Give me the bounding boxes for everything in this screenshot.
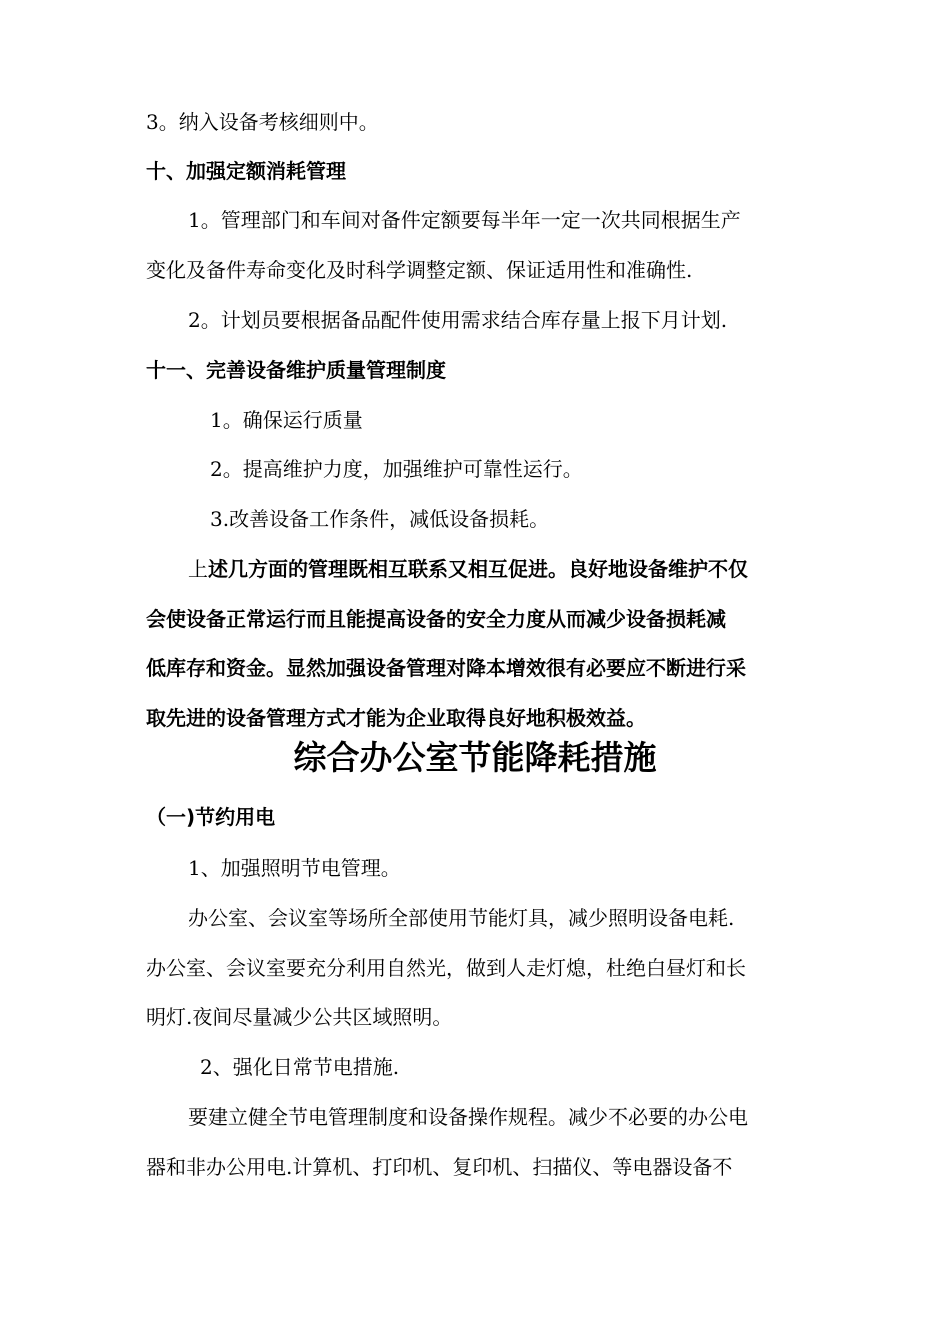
summary-line1-rest: 述几方面的管理既相互联系又相互促进。良好地设备维护不仅 — [208, 557, 748, 581]
summary-first-char: 上 — [188, 557, 208, 581]
page-title: 综合办公室节能降耗措施 — [293, 738, 657, 777]
section-heading-ten: 十、加强定额消耗管理 — [146, 159, 346, 183]
summary-line1 — [188, 556, 748, 582]
section-heading-one: （一)节约用电 — [146, 805, 276, 829]
paragraph-one-1-line3: 明灯.夜间尽量减少公共区域照明。 — [146, 1005, 453, 1029]
paragraph-ten-1-line2: 变化及备件寿命变化及时科学调整定额、保证适用性和准确性. — [146, 258, 693, 282]
paragraph-eleven-1: 1。确保运行质量 — [210, 408, 363, 432]
paragraph-ten-1-line1: 1。管理部门和车间对备件定额要每半年一定一次共同根据生产 — [188, 208, 741, 232]
summary-line3: 低库存和资金。显然加强设备管理对降本增效很有必要应不断进行采 — [146, 656, 746, 680]
paragraph-item-3: 3。纳入设备考核细则中。 — [146, 110, 379, 134]
paragraph-eleven-3: 3.改善设备工作条件，减低设备损耗。 — [210, 507, 550, 531]
paragraph-one-2: 2、强化日常节电措施. — [200, 1055, 400, 1079]
paragraph-one-1-line2: 办公室、会议室要充分利用自然光，做到人走灯熄，杜绝白昼灯和长 — [146, 956, 746, 980]
section-heading-eleven: 十一、完善设备维护质量管理制度 — [146, 358, 446, 382]
summary-line2: 会使设备正常运行而且能提高设备的安全力度从而减少设备损耗减 — [146, 607, 726, 631]
paragraph-one-2-line1: 要建立健全节电管理制度和设备操作规程。减少不必要的办公电 — [188, 1105, 748, 1129]
summary-line4: 取先进的设备管理方式才能为企业取得良好地积极效益。 — [146, 706, 646, 730]
paragraph-one-1: 1、加强照明节电管理。 — [188, 856, 401, 880]
paragraph-eleven-2: 2。提高维护力度，加强维护可靠性运行。 — [210, 457, 583, 481]
paragraph-one-2-line2: 器和非办公用电.计算机、打印机、复印机、扫描仪、等电器设备不 — [146, 1155, 733, 1179]
paragraph-one-1-line1: 办公室、会议室等场所全部使用节能灯具，减少照明设备电耗. — [188, 906, 735, 930]
paragraph-ten-2: 2。计划员要根据备品配件使用需求结合库存量上报下月计划. — [188, 308, 728, 332]
